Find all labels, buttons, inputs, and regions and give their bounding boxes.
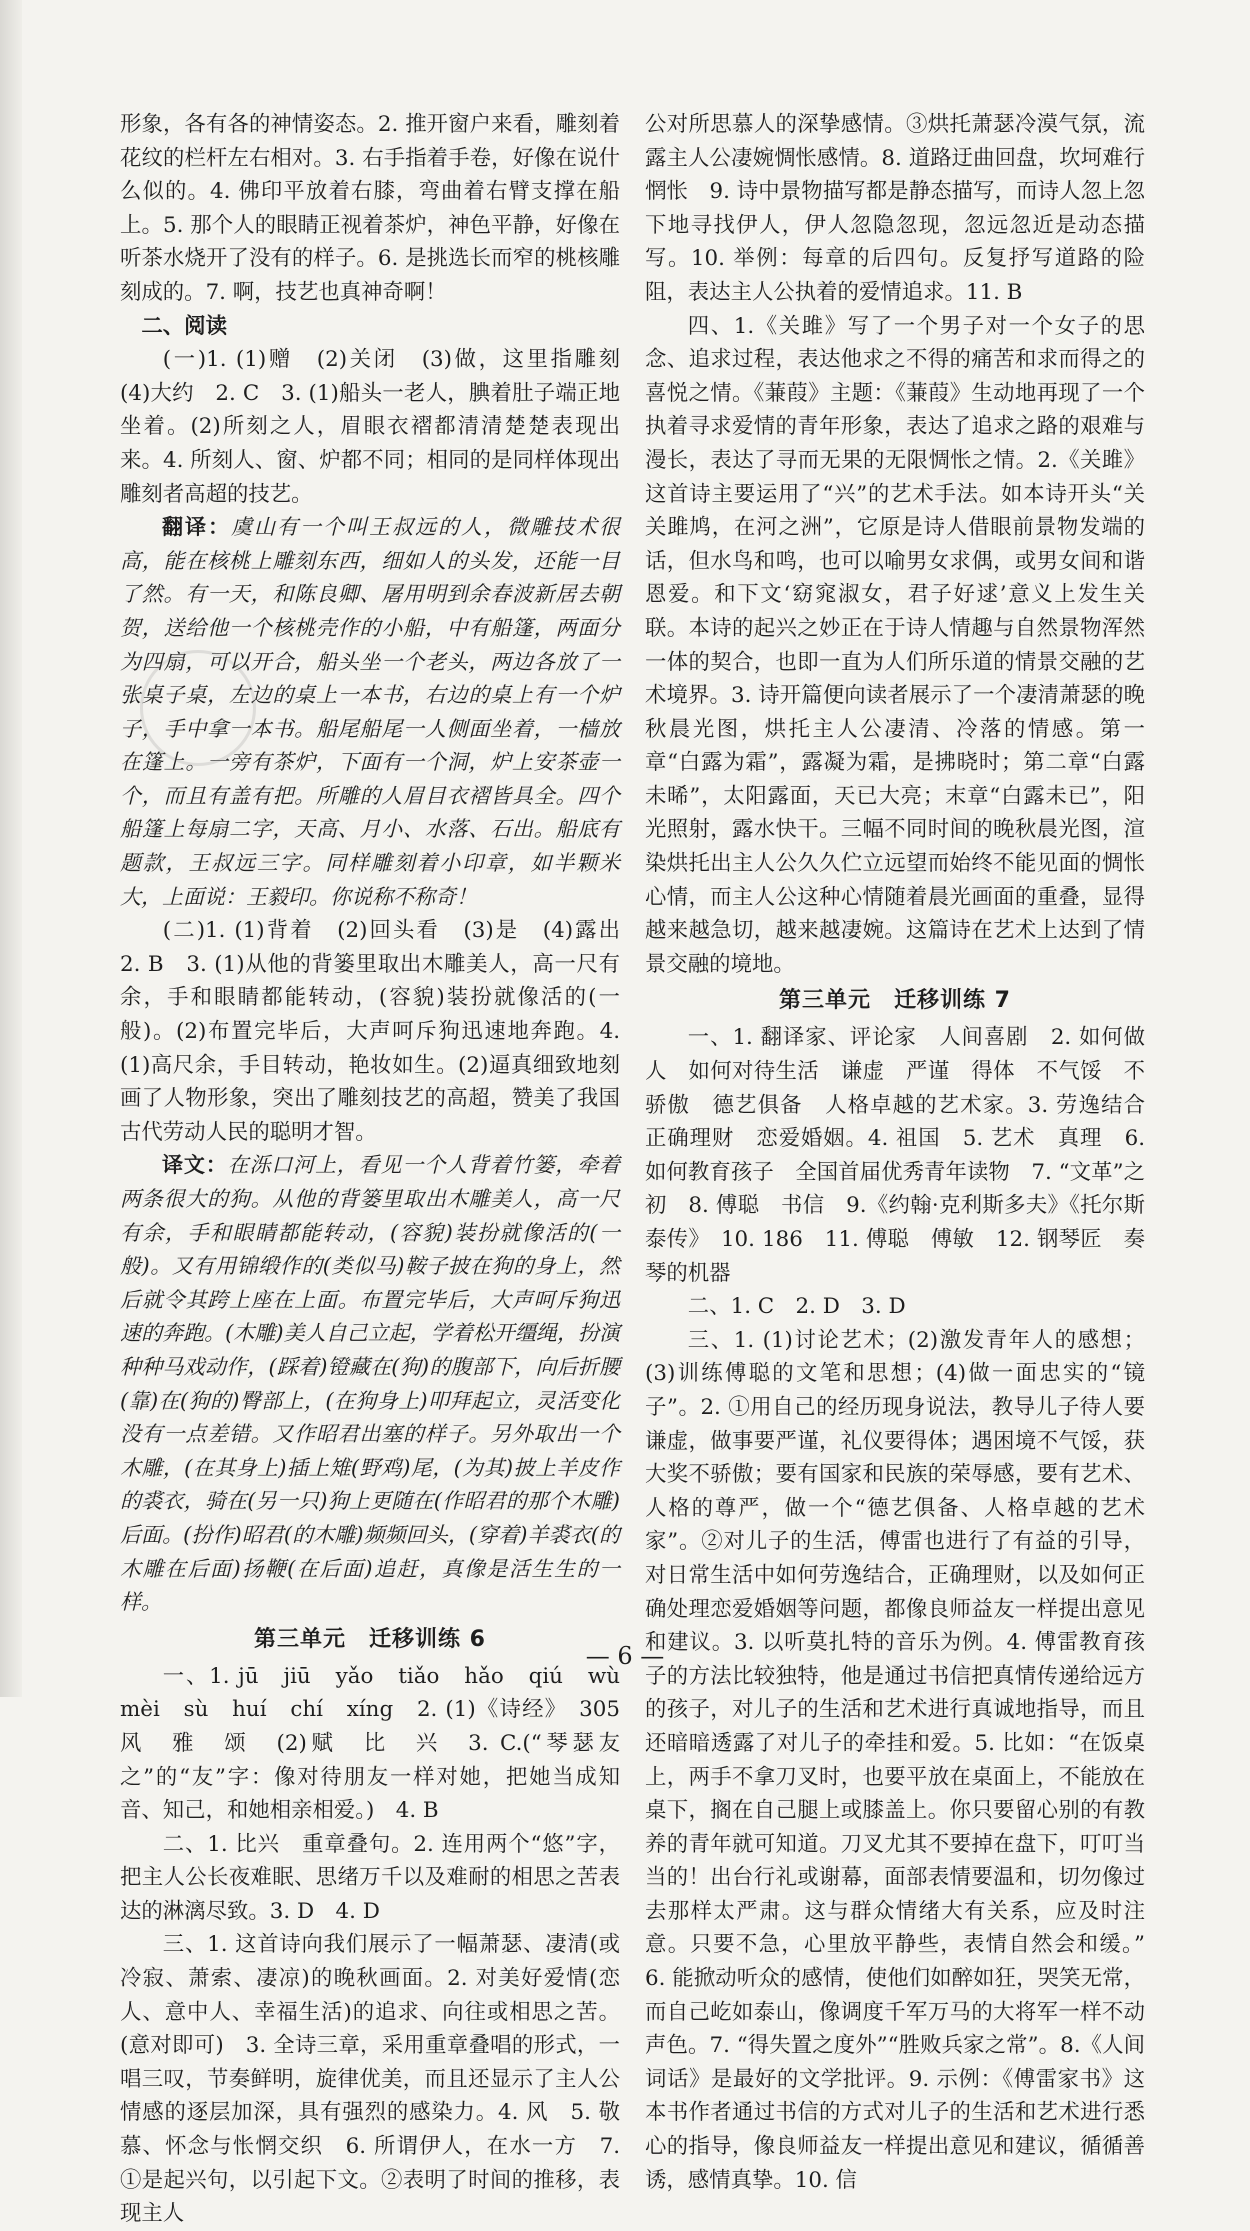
left-column [120,108,642,2231]
answer-paragraph: 三、1. (1)讨论艺术；(2)激发青年人的感想；(3)训练傅聪的文笔和思想；(4)做一面忠实的“镜子”。2. ①用自己的经历现身说法，教导儿子待人要谦虚，做事要严谨，礼仪要得体；遇困境不气馁，获大奖不骄傲；要有国家和民族的荣辱感，要有艺术、人格的尊严，做一个“德艺俱备、人格卓越的艺术家”。②对儿子的生活，傅雷也进行了有益的引导，对日常生活中如何劳逸结合，正确理财，以及如何正确处理恋爱婚姻等问题，都像良师益友一样提出意见和建议。3. 以听莫扎特的音乐为例。4. 傅雷教育孩子的方法比较独特，他是通过书信把真情传递给远方的孩子，对儿子的生活和艺术进行真诚地指导，而且还暗暗透露了对儿子的牵挂和爱。5. 比如：“在饭桌上，两手不拿刀叉时，也要平放在桌面上，不能放在桌下，搁在自己腿上或膝盖上。你只要留心别的有教养的青年就可知道。刀叉尤其不要掉在盘下，叮叮当当的！出台行礼或谢幕，面部表情要温和，切勿像过去那样太严肃。这与群众情绪大有关系，应及时注意。只要不急，心里放平静些，表情自然会和缓。” 6. 能掀动听众的感情，使他们如醉如狂，哭笑无常，而自己屹如泰山，像调度千军万马的大将军一样不动声色。7. “得失置之度外”“胜败兵家之常”。8.《人间词话》是最好的文学批评。9. 示例：《傅雷家书》这本书作者通过书信的方式对儿子的生活和艺术进行悉心的指导，像良师益友一样提出意见和建议，循循善诱，感情真挚。10. 信 [645,1327,1167,2193]
translation-text: 在泺口河上，看见一个人背着竹篓，牵着两条很大的狗。从他的背篓里取出木雕美人，高一尺有余，手和眼睛都能转动，(容貌)装扮就像活的(一般)。又有用锦缎作的(类似马)鞍子披在狗的身上，然后就令其跨上座在上面。布置完毕后，大声呵斥狗迅速的奔跑。(木雕)美人自己立起，学着松开缰绳，扮演种种马戏动作，(踩着)镫藏在(狗)的腹部下，向后折腰(靠)在(狗的)臀部上，(在狗身上)叩拜起立，灵活变化没有一点差错。又作昭君出塞的样子。另外取出一个木雕，(在其身上)插上雉(野鸡)尾，(为其)披上羊皮作的裘衣，骑在(另一只)狗上更随在(作昭君的那个木雕)后面。(扮作)昭君(的木雕)频频回头，(穿着)羊裘衣(的木雕在后面)扬鞭(在后面)追赶，真像是活生生的一样。 [120,1153,621,1615]
unit-heading: 第三单元 迁移训练 7 [779,988,1011,1014]
right-column [645,108,1167,2197]
translation-paragraph [120,511,620,914]
answer-paragraph: 公对所思慕人的深挚感情。③烘托萧瑟冷漠气氛，流露主人公凄婉惆怅感情。8. 道路迂曲回盘，坎坷难行 惘怅 9. 诗中景物描写都是静态描写，而诗人忽上忽下地寻找伊人，伊人忽隐忽现，忽远忽近是动态描写。10. 举例：每章的后四句。反复抒写道路的险阻，表达主人公执着的爱情追求。11. B [645,112,1167,305]
answer-paragraph: 三、1. 这首诗向我们展示了一幅萧瑟、凄清(或冷寂、萧索、凄凉)的晚秋画面。2. 对美好爱情(恋人、意中人、幸福生活)的追求、向往或相思之苦。(意对即可) 3. 全诗三章，采用重章叠唱的形式，一唱三叹，节奏鲜明，旋律优美，而且还显示了主人公情感的逐层加深，具有强烈的感染力。4. 风 5. 敬慕、怀念与怅惘交织 6. 所谓伊人，在水一方 7. ①是起兴句，以引起下文。②表明了时间的推移，表现主人 [120,1932,620,2227]
section-heading-reading: 二、阅读 [141,313,227,339]
page-edge-shadow [0,0,22,1697]
answer-paragraph: (一)1. (1)赠 (2)关闭 (3)做，这里指雕刻 (4)大约 2. C 3. (1)船头一老人，腆着肚子端正地坐着。(2)所刻之人，眉眼衣褶都清清楚楚表现出来。4. 所刻人、窗、炉都不同；相同的是同样体现出雕刻者高超的技艺。 [120,347,642,507]
answer-paragraph: 形象，各有各的神情姿态。2. 推开窗户来看，雕刻着花纹的栏杆左右相对。3. 右手指着手卷，好像在说什么似的。4. 佛印平放着右膝，弯曲着右臂支撑在船上。5. 那个人的眼睛正视着茶炉，神色平静，好像在听茶水烧开了没有的样子。6. 是挑选长而窄的桃核雕刻成的。7. 啊，技艺也真神奇啊！ [120,112,620,305]
translation-paragraph [120,1149,620,1619]
page-number: — 6 — [585,1642,665,1670]
answer-paragraph: 二、1. C 2. D 3. D [687,1294,906,1320]
translation-label: 译文： [162,1153,228,1178]
answer-paragraph: 四、1.《关雎》写了一个男子对一个女子的思念、追求过程，表达他求之不得的痛苦和求而得之的喜悦之情。《蒹葭》主题：《蒹葭》生动地再现了一个执着寻求爱情的青年形象，表达了追求之路的艰难与漫长，表达了寻而无果的无限惆怅之情。2.《关雎》这首诗主要运用了“兴”的艺术手法。如本诗开头“关关雎鸠，在河之洲”，它原是诗人借眼前景物发端的话，但水鸟和鸣，也可以喻男女求偶，或男女间和谐恩爱。和下文‘窈窕淑女，君子好逑’意义上发生关联。本诗的起兴之妙正在于诗人情趣与自然景物浑然一体的契合，也即一直为人们所乐道的情景交融的艺术境界。3. 诗开篇便向读者展示了一个凄清萧瑟的晚秋晨光图，烘托主人公凄清、冷落的情感。第一章“白露为霜”，露凝为霜，是拂晓时；第二章“白露未晞”，太阳露面，天已大亮；末章“白露未已”，阳光照射，露水快干。三幅不同时间的晚秋晨光图，渲染烘托出主人公久久伫立远望而始终不能见面的惆怅心情，而主人公这种心情随着晨光画面的重叠，显得越来越急切，越来越凄婉。这篇诗在艺术上达到了情景交融的境地。 [645,313,1145,977]
translation-text: 虞山有一个叫王叔远的人，微雕技术很高，能在核桃上雕刻东西，细如人的头发，还能一目了然。有一天，和陈良卿、屠用明到余春波新居去朝贺，送给他一个核桃壳作的小船，中有船篷，两面分为四扇，可以开合，船头坐一个老头，两边各放了一张桌子桌，左边的桌上一本书，右边的桌上有一个炉子，手中拿一本书。船尾船尾一人侧面坐着，一樯放在篷上。一旁有茶炉，下面有一个洞，炉上安茶壶一个，而且有盖有把。所雕的人眉目衣褶皆具全。四个船篷上每扇二字，天高、月小、水落、石出。船底有题款，王叔远三字。同样雕刻着小印章，如半颗米大，上面说：王毅印。你说称不称奇！ [120,515,620,909]
answer-paragraph: 一、1. 翻译家、评论家 人间喜剧 2. 如何做人 如何对待生活 谦虚 严谨 得体 不气馁 不骄傲 德艺俱备 人格卓越的艺术家。3. 劳逸结合 正确理财 恋爱婚姻。4. 祖国 5. 艺术 真理 6. 如何教育孩子 全国首届优秀青年读物 7. “文革”之初 8. 傅聪 书信 9.《约翰·克利斯多夫》《托尔斯泰传》 10. 186 11. 傅聪 傅敏 12. 钢琴匠 奏琴的机器 [645,1025,1167,1286]
answer-paragraph: (二)1. (1)背着 (2)回头看 (3)是 (4)露出 2. B 3. (1)从他的背篓里取出木雕美人，高一尺有余，手和眼睛都能转动，(容貌)装扮就像活的(一般)。(2)布置完毕后，大声呵斥狗迅速地奔跑。4. (1)高尺余，手目转动，艳妆如生。(2)逼真细致地刻画了人物形象，突出了雕刻技艺的高超，赞美了我国古代劳动人民的聪明才智。 [120,918,642,1145]
translation-label: 翻译： [162,515,231,540]
answer-paragraph: 二、1. 比兴 重章叠句。2. 连用两个“悠”字，把主人公长夜难眠、思绪万千以及难耐的相思之苦表达的淋漓尽致。3. D 4. D [120,1831,620,1924]
unit-heading: 第三单元 迁移训练 6 [254,1626,486,1652]
answer-paragraph: 一、1. jū jiū yǎo tiǎo hǎo qiú wù mèi sù huí chí xíng 2. (1)《诗经》 305 风 雅 颂 (2)赋 比 兴 3. C.(“琴瑟友之”的“友”字：像对待朋友一样对她，把她当成知音、知己，和她相亲相爱。) 4. B [120,1663,642,1824]
